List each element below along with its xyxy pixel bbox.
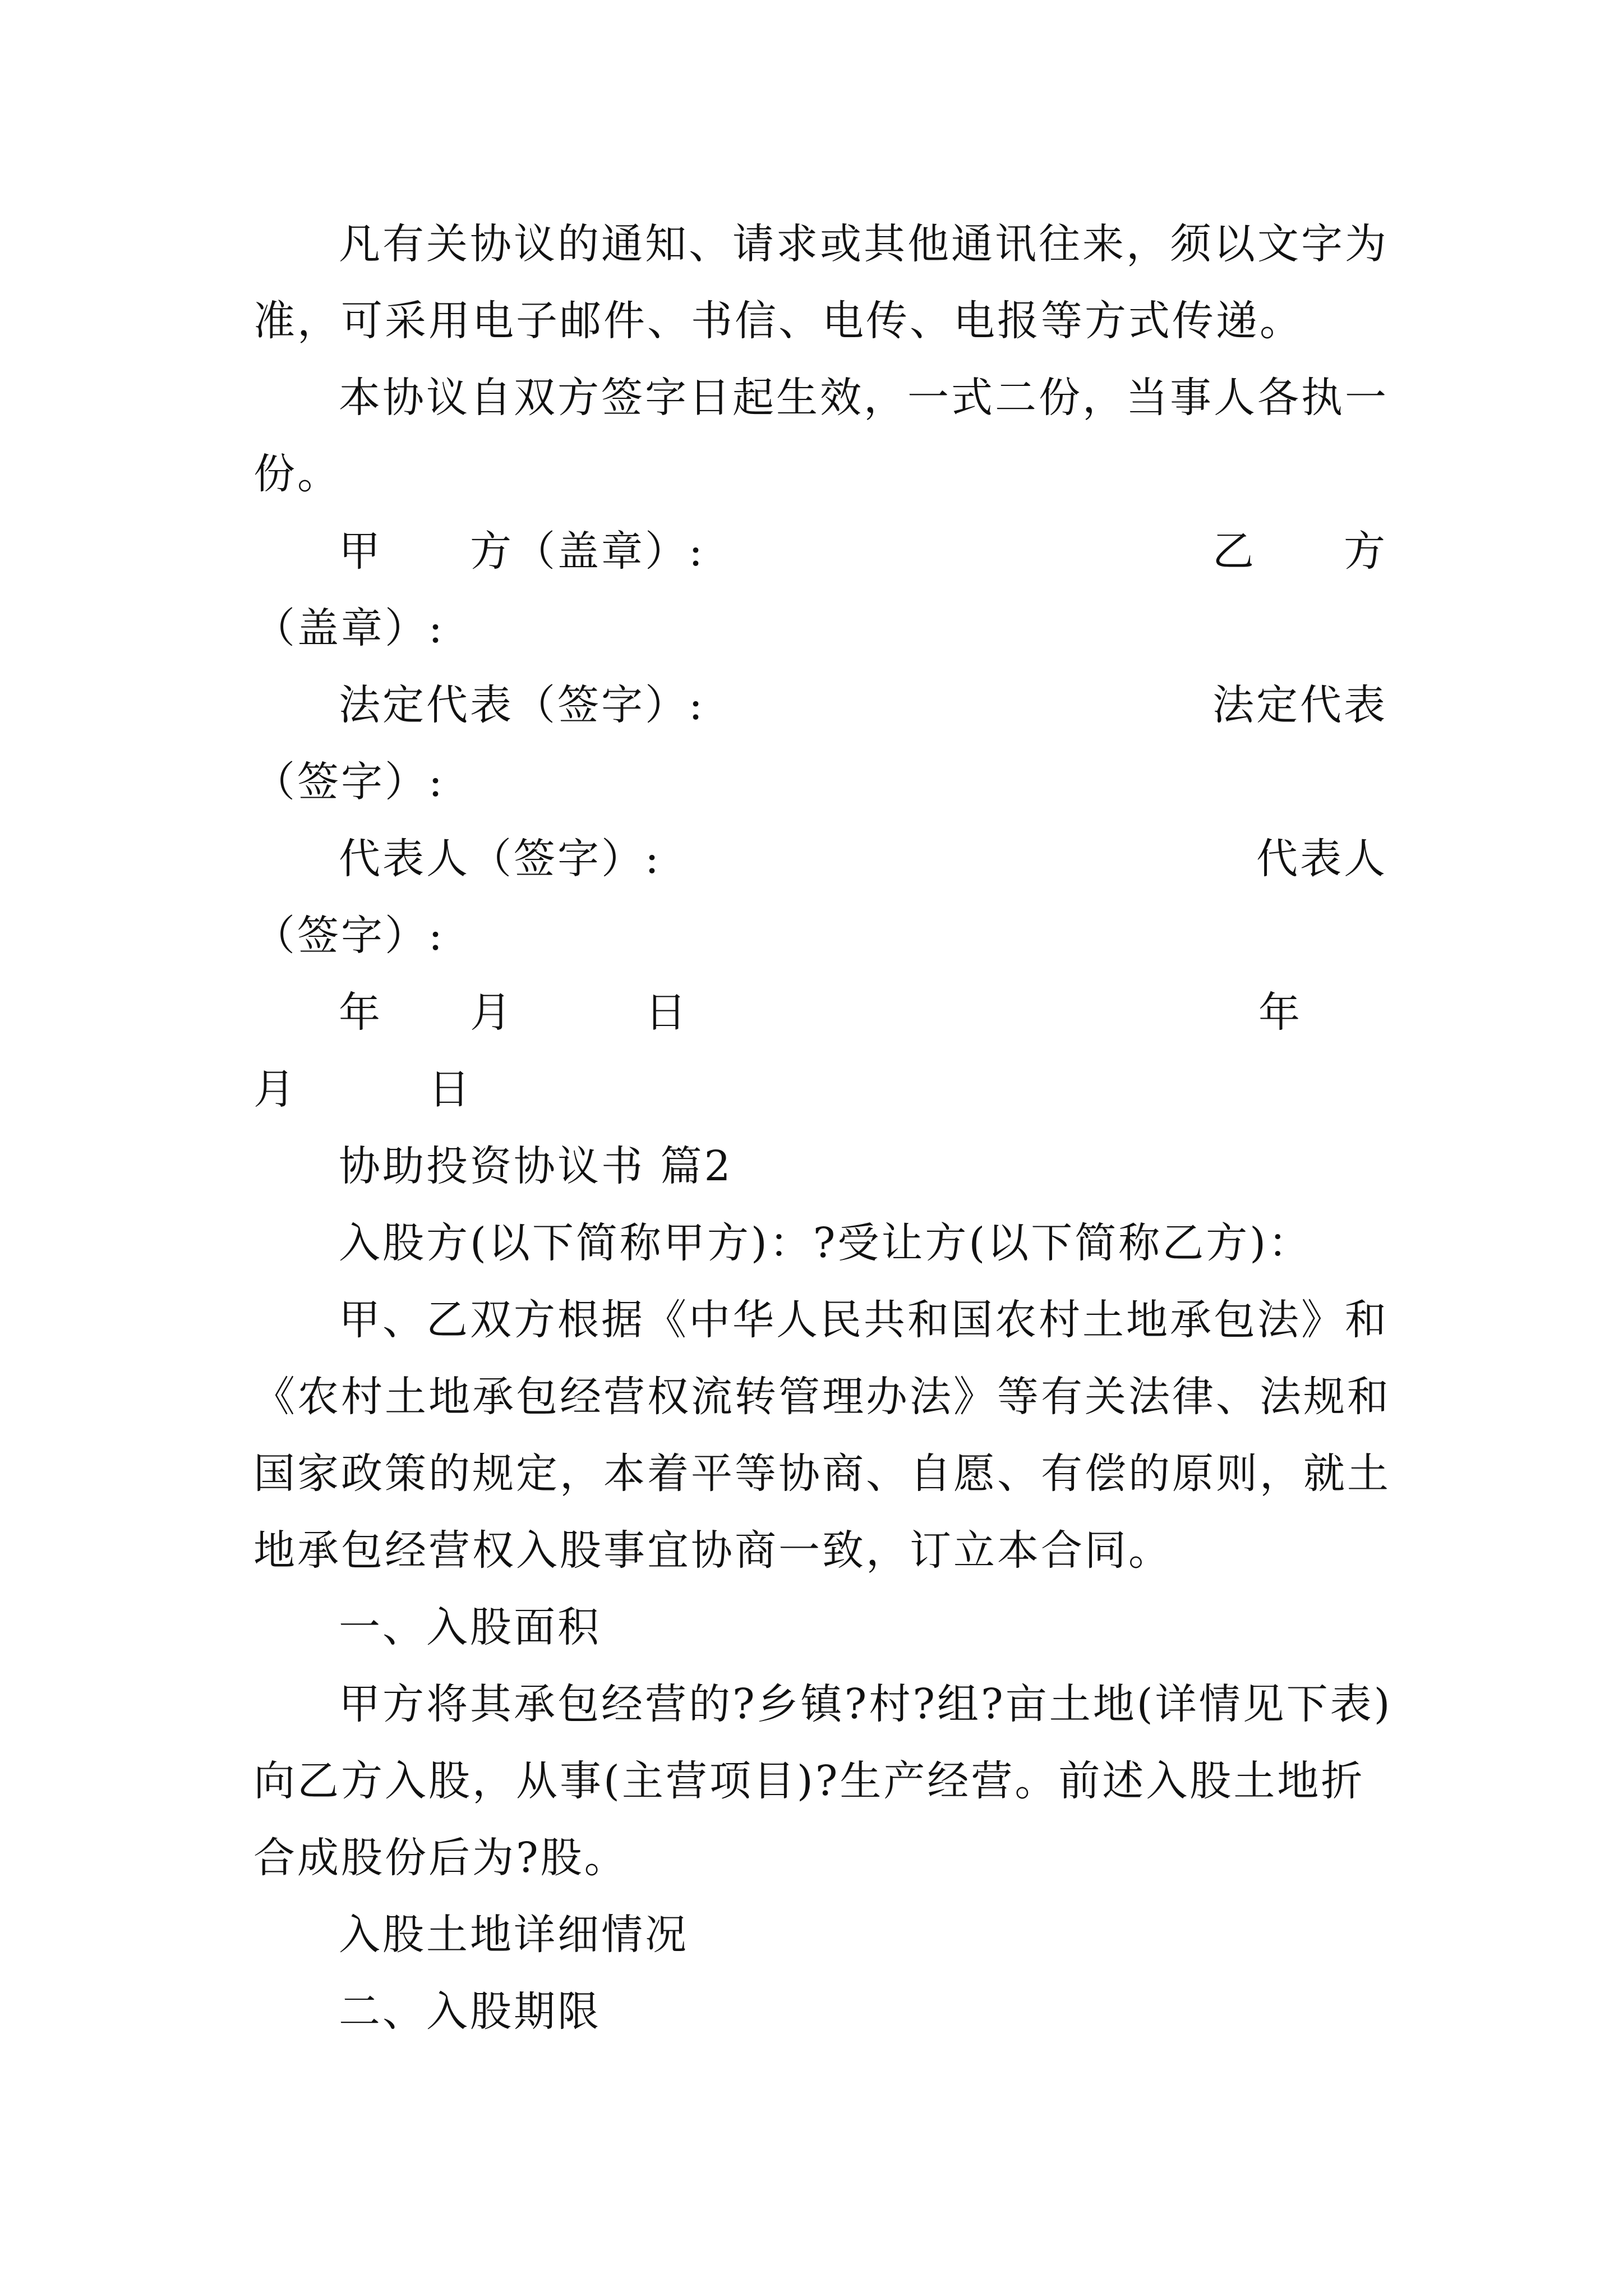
paragraph-line: 甲方将其承包经营的?乡镇?村?组?亩土地(详情见下表) [339, 1680, 1393, 1728]
party-a-representative-label: 代表人（签字）: [339, 835, 661, 883]
party-b-seal-label: （盖章）: [253, 604, 445, 652]
paragraph-line: 准，可采用电子邮件、书信、电传、电报等方式传递。 [253, 297, 1303, 345]
paragraph-line: 甲、乙双方根据《中华人民共和国农村土地承包法》和 [339, 1296, 1389, 1344]
paragraph-line: 地承包经营权入股事宜协商一致，订立本合同。 [253, 1526, 1172, 1575]
party-b-label: 乙 方 [1212, 527, 1387, 576]
paragraph-line: 本协议自双方签字日起生效，一式二份，当事人各执一 [339, 374, 1389, 422]
party-b-representative-sign-label: （签字）: [253, 912, 445, 960]
party-a-seal-label: 甲 方（盖章）: [339, 527, 705, 576]
paragraph-line: 凡有关协议的通知、请求或其他通讯往来，须以文字为 [339, 220, 1389, 268]
party-b-legal-rep-label: 法定代表 [1212, 681, 1387, 729]
party-b-date-year-label: 年 [1258, 988, 1302, 1037]
section-heading: 二、入股期限 [339, 1987, 601, 2036]
table-caption: 入股土地详细情况 [339, 1911, 689, 1959]
paragraph-line: 入股方(以下简称甲方)：?受让方(以下简称乙方)： [339, 1219, 1312, 1267]
paragraph-line: 国家政策的规定，本着平等协商、自愿、有偿的原则，就土 [253, 1450, 1391, 1498]
section-heading: 一、入股面积 [339, 1603, 601, 1651]
paragraph-line: 合成股份后为?股。 [253, 1834, 628, 1882]
paragraph-line: 向乙方入股，从事(主营项目)?生产经营。前述入股土地折 [253, 1757, 1365, 1805]
party-a-legal-rep-label: 法定代表（签字）: [339, 681, 705, 729]
paragraph-line: 份。 [253, 450, 341, 498]
party-b-legal-rep-sign-label: （签字）: [253, 758, 445, 806]
party-b-representative-label: 代表人 [1256, 835, 1387, 883]
party-a-date-label: 年 月 日 [339, 988, 689, 1037]
section-title: 协助投资协议书 篇2 [339, 1142, 733, 1190]
party-b-date-label: 月 日 [253, 1065, 472, 1114]
paragraph-line: 《农村土地承包经营权流转管理办法》等有关法律、法规和 [253, 1373, 1391, 1421]
